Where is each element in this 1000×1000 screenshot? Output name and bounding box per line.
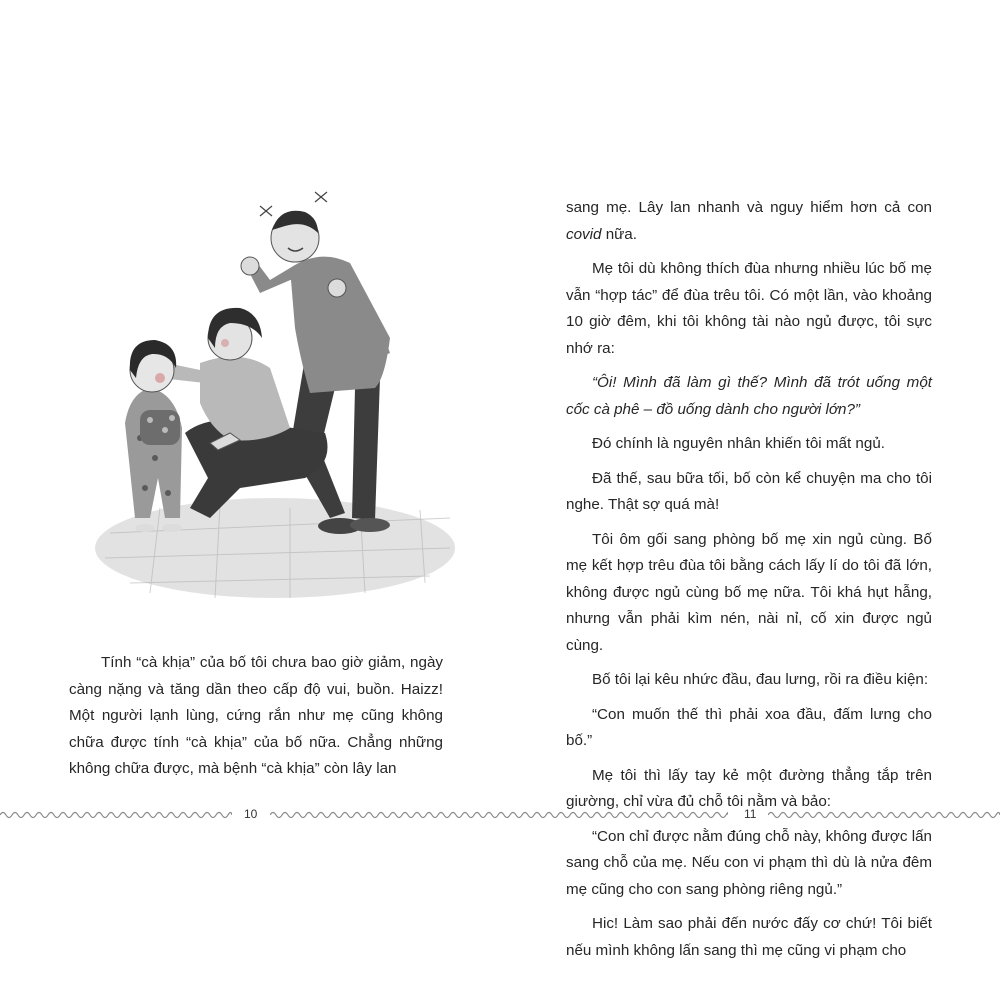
paragraph: Mẹ tôi dù không thích đùa nhưng nhiều lúc bố mẹ vẫn “hợp tác” để đùa trêu tôi. Có một lần, vào khoảng 10 giờ đêm, khi tôi không tài nào ngủ được, tôi sực nhớ ra: bbox=[566, 260, 932, 357]
paragraph-text: sang mẹ. Lây lan nhanh và nguy hiểm hơn cả con bbox=[566, 199, 932, 216]
paragraph: “Con chỉ được nằm đúng chỗ này, không được lấn sang chỗ của mẹ. Nếu con vi phạm thì dù là nửa đêm mẹ cũng cho con sang phòng riêng ngủ.” bbox=[566, 827, 932, 898]
right-body-text bbox=[566, 195, 932, 972]
left-body-text bbox=[69, 650, 443, 783]
wave-divider bbox=[768, 810, 1000, 820]
page-number-left: 10 bbox=[244, 807, 258, 821]
quote-paragraph: “Ôi! Mình đã làm gì thế? Mình đã trót uống một cốc cà phê – đồ uống dành cho người lớn?” bbox=[566, 374, 932, 418]
paragraph: Bố tôi lại kêu nhức đầu, đau lưng, rồi ra điều kiện: bbox=[592, 671, 929, 688]
wave-divider bbox=[0, 810, 232, 820]
paragraph: Đã thế, sau bữa tối, bố còn kể chuyện ma cho tôi nghe. Thật sợ quá mà! bbox=[566, 469, 932, 513]
paragraph: “Con muốn thế thì phải xoa đầu, đấm lưng cho bố.” bbox=[566, 705, 932, 749]
paragraph: Tôi ôm gối sang phòng bố mẹ xin ngủ cùng. Bố mẹ kết hợp trêu đùa tôi bằng cách lấy lí do tôi đã lớn, không được ngủ cùng bố mẹ nữa. Tôi khá hụt hẫng, nhưng vẫn phải kìm nén, nài nỉ, cố xin được ngủ cùng. bbox=[566, 530, 932, 654]
family-illustration-icon bbox=[90, 188, 470, 608]
paragraph-italic-word: covid bbox=[566, 225, 602, 243]
paragraph bbox=[566, 195, 932, 248]
paragraph-text-tail: nữa. bbox=[601, 225, 637, 243]
paragraph: Đó chính là nguyên nhân khiến tôi mất ngủ. bbox=[592, 435, 885, 452]
wave-divider bbox=[270, 810, 728, 820]
page-footer bbox=[0, 804, 1000, 826]
paragraph: Mẹ tôi thì lấy tay kẻ một đường thẳng tắp trên giường, chỉ vừa đủ chỗ tôi nằm và bảo: bbox=[566, 766, 932, 810]
paragraph: Tính “cà khịa” của bố tôi chưa bao giờ giảm, ngày càng nặng và tăng dần theo cấp độ vui, buồn. Haizz! Một người lạnh lùng, cứng rắn như mẹ cũng không chữa được tính “cà khịa” của bố nữa. Chẳng những không chữa được, mà bệnh “cà khịa” còn lây lan bbox=[69, 654, 443, 777]
paragraph: Hic! Làm sao phải đến nước đấy cơ chứ! Tôi biết nếu mình không lấn sang thì mẹ cũng vi phạm cho bbox=[566, 915, 932, 959]
page-number-right: 11 bbox=[744, 807, 757, 821]
